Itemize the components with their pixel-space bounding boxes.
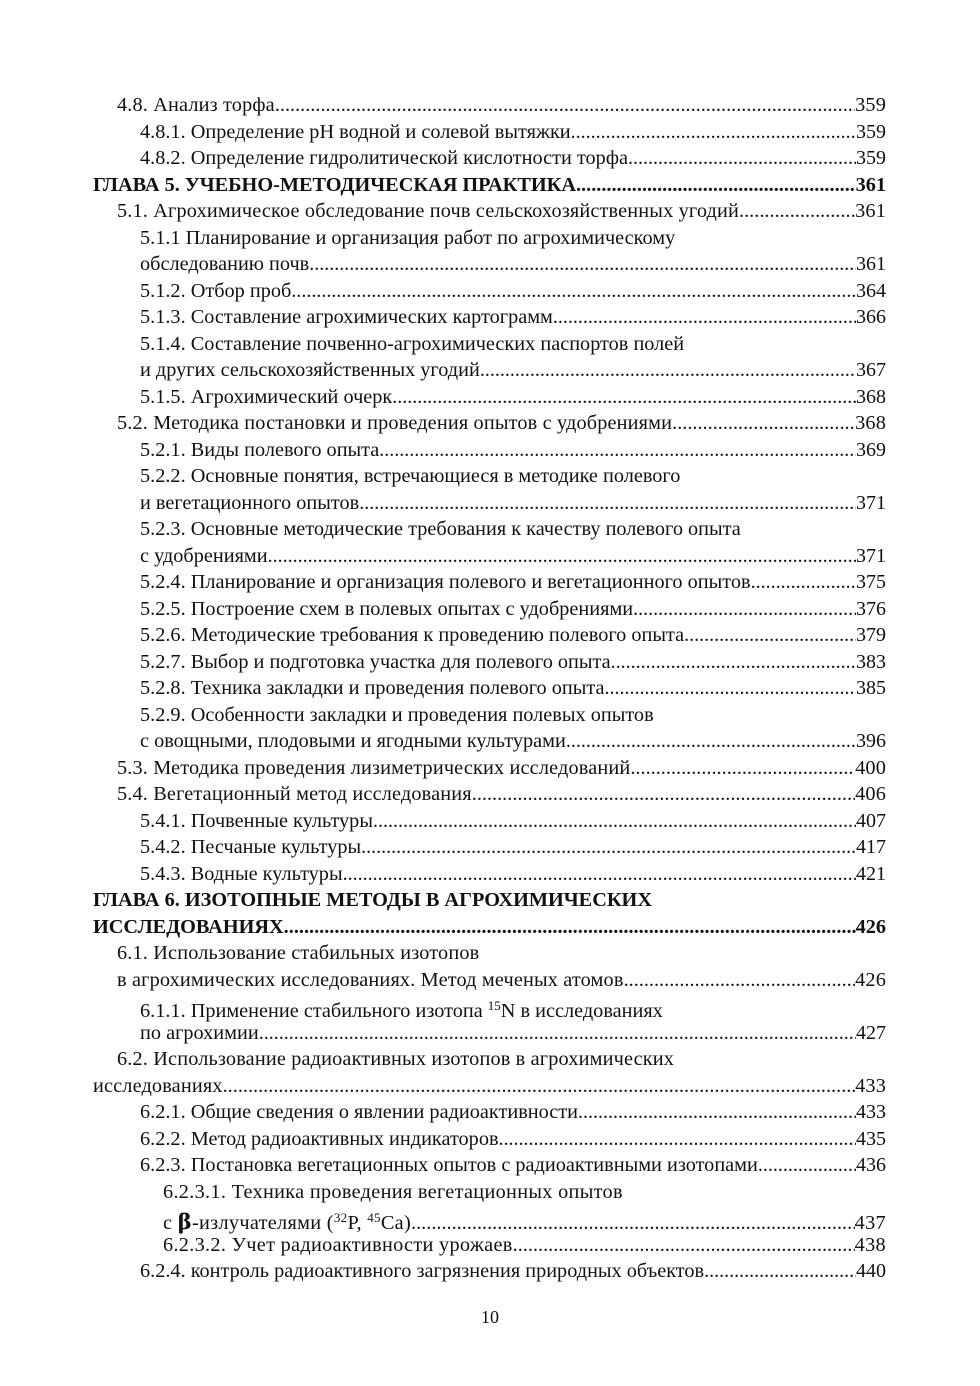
toc-entry[interactable] [93, 543, 886, 570]
title-text: Са) [380, 1212, 412, 1234]
leader-dots [566, 728, 856, 755]
toc-entry-title: с удобрениями [140, 544, 268, 567]
toc-entry-page: 385 [856, 677, 886, 699]
toc-entry-title: исследованиях [93, 1074, 223, 1097]
toc-entry-page: 396 [856, 730, 886, 752]
toc-entry[interactable] [93, 1205, 886, 1232]
leader-dots [259, 1020, 856, 1047]
toc-entry-title: ИССЛЕДОВАНИЯХ [93, 915, 284, 938]
toc-entry-line[interactable] [93, 1046, 886, 1073]
leader-dots [392, 384, 856, 411]
toc-chapter[interactable] [93, 172, 886, 199]
toc-entry[interactable] [93, 278, 886, 305]
leader-dots [633, 596, 856, 623]
toc-entry[interactable] [93, 1126, 886, 1153]
toc-entry-title: 6.2.4. контроль радиоактивного загрязнения природных объектов [140, 1260, 705, 1282]
title-text: с [163, 1212, 178, 1234]
toc-entry[interactable] [93, 251, 886, 278]
toc-entry-line[interactable] [93, 516, 886, 543]
leader-dots [624, 967, 856, 994]
leader-dots [359, 490, 856, 517]
leader-dots [309, 251, 856, 278]
toc-entry[interactable] [93, 675, 886, 702]
toc-entry-title: 6.2.3. Постановка вегетационных опытов с радиоактивными изотопами [140, 1154, 758, 1176]
toc-entry-title: 5.2.4. Планирование и организация полевого и вегетационного опытов [140, 571, 751, 593]
leader-dots [704, 1258, 856, 1285]
toc-entry-title: 5.1.3. Составление агрохимических картограмм [140, 306, 553, 328]
toc-entry-title: 5.4.2. Песчаные культуры [140, 836, 362, 858]
toc-entry[interactable] [93, 728, 886, 755]
toc-entry[interactable] [93, 755, 886, 782]
toc-entry-page: 369 [856, 438, 886, 461]
leader-dots [361, 834, 856, 861]
toc-entry[interactable] [93, 622, 886, 649]
toc-entry[interactable] [93, 834, 886, 861]
toc-entry[interactable] [93, 1152, 886, 1179]
toc-entry-line[interactable] [93, 331, 886, 358]
toc-chapter-line[interactable] [93, 887, 886, 914]
leader-dots [268, 543, 856, 570]
toc-entry[interactable] [93, 569, 886, 596]
toc-entry-line[interactable] [93, 463, 886, 490]
leader-dots [275, 92, 855, 119]
leader-dots [223, 1073, 856, 1100]
toc-entry[interactable] [93, 304, 886, 331]
toc-entry-title: 5.2.5. Построение схем в полевых опытах с удобрениями [140, 597, 634, 620]
toc-entry-title: 5.2.1. Виды полевого опыта [140, 438, 380, 461]
page-number: 10 [481, 1307, 499, 1327]
leader-dots [604, 675, 856, 702]
toc-entry-page: 368 [855, 412, 886, 434]
toc-entry-page: 359 [855, 94, 886, 116]
toc-entry-title: 5.1. Агрохимическое обследование почв сельскохозяйственных угодий [117, 200, 740, 222]
toc-entry-page: 371 [856, 491, 886, 514]
title-text: -излучателями ( [191, 1212, 334, 1234]
leader-dots [611, 649, 856, 676]
toc-entry-page: 375 [856, 571, 886, 593]
leader-dots [751, 569, 856, 596]
leader-dots [373, 808, 856, 835]
toc-entry[interactable] [93, 410, 886, 437]
toc-entry-title: по агрохимии [140, 1021, 259, 1044]
toc-entry[interactable] [93, 145, 886, 172]
toc-entry-title: ГЛАВА 6. ИЗОТОПНЫЕ МЕТОДЫ В АГРОХИМИЧЕСКИХ [93, 889, 652, 911]
leader-dots [499, 1126, 856, 1153]
toc-entry-page: 361 [855, 173, 886, 196]
toc-entry-title: 5.1.2. Отбор проб [140, 279, 292, 302]
toc-entry-title: 5.4.3. Водные культуры [140, 862, 343, 885]
toc-entry-line[interactable] [93, 225, 886, 252]
toc-entry-title: обследованию почв [140, 253, 310, 275]
toc-entry-title: и вегетационного опытов [140, 491, 360, 514]
toc-entry-page: 371 [856, 544, 886, 567]
leader-dots [472, 781, 855, 808]
toc-entry[interactable] [93, 596, 886, 623]
toc-entry-page: 407 [856, 809, 886, 832]
leader-dots [672, 410, 855, 437]
toc-entry[interactable] [93, 1020, 886, 1047]
toc-entry-page: 361 [856, 253, 886, 275]
toc-entry-title: 5.1.4. Составление почвенно-агрохимических паспортов полей [140, 332, 685, 355]
toc-entry[interactable] [93, 967, 886, 994]
toc-chapter[interactable] [93, 914, 886, 941]
leader-dots [284, 914, 856, 941]
toc-entry-page: 426 [855, 915, 886, 938]
toc-entry-title: 6.1. Использование стабильных изотопов [117, 942, 480, 964]
toc-entry-line[interactable] [93, 1179, 886, 1206]
leader-dots [343, 861, 856, 888]
toc-entry-title: 4.8. Анализ торфа [117, 94, 275, 116]
toc-entry[interactable] [93, 808, 886, 835]
toc-entry-title: 4.8.2. Определение гидролитической кислотности торфа [140, 147, 628, 169]
superscript: 45 [367, 1210, 381, 1225]
title-text: Р, [347, 1212, 368, 1234]
toc-entry[interactable] [93, 119, 886, 146]
leader-dots [513, 1232, 855, 1259]
toc-entry-title: 6.2.1. Общие сведения о явлении радиоактивности [140, 1101, 578, 1123]
toc-entry-page: 427 [856, 1021, 886, 1044]
toc-entry-page: 367 [856, 359, 886, 381]
toc-entry-page: 435 [856, 1127, 886, 1150]
leader-dots [291, 278, 856, 305]
toc-entry-title: 6.2.3.1. Техника проведения вегетационных опытов [163, 1180, 623, 1203]
toc-entry-page: 361 [855, 200, 886, 222]
toc-entry-title: 5.2.9. Особенности закладки и проведения полевых опытов [140, 703, 654, 726]
toc-entry[interactable] [93, 92, 886, 119]
leader-dots [630, 755, 855, 782]
leader-dots [578, 1099, 856, 1126]
toc-entry[interactable] [93, 861, 886, 888]
leader-dots [739, 198, 855, 225]
table-of-contents [93, 92, 886, 1285]
toc-entry-title: 5.4. Вегетационный метод исследования [117, 783, 472, 805]
superscript: 15 [487, 998, 501, 1013]
toc-entry-title: с овощными, плодовыми и ягодными культурами [140, 730, 566, 752]
toc-entry-page: 433 [856, 1101, 886, 1123]
toc-entry-page: 379 [856, 624, 886, 646]
toc-entry[interactable] [93, 490, 886, 517]
toc-entry-page: 376 [856, 597, 886, 620]
toc-entry-title: 5.2. Методика постановки и проведения опытов с удобрениями [117, 412, 673, 434]
toc-entry[interactable] [93, 1073, 886, 1100]
toc-entry-line[interactable] [93, 940, 886, 967]
toc-entry[interactable] [93, 357, 886, 384]
toc-entry-page: 368 [856, 385, 886, 408]
leader-dots [571, 119, 856, 146]
title-text: 6.1.1. Применение стабильного изотопа [140, 1000, 488, 1022]
toc-entry-page: 366 [856, 306, 886, 328]
toc-entry-title: 6.2.2. Метод радиоактивных индикаторов [140, 1127, 499, 1150]
toc-entry-page: 359 [856, 120, 886, 143]
toc-entry[interactable] [93, 649, 886, 676]
toc-entry[interactable] [93, 1258, 886, 1285]
beta-symbol: β [177, 1209, 192, 1234]
toc-entry-page: 426 [855, 968, 886, 991]
toc-entry-title: 5.2.2. Основные понятия, встречающиеся в методике полевого [140, 465, 681, 487]
toc-entry[interactable] [93, 1232, 886, 1259]
title-text: N в исследованиях [500, 1000, 663, 1022]
toc-entry-title: 5.3. Методика проведения лизиметрических исследований [117, 756, 631, 779]
toc-entry-page: 406 [855, 783, 886, 805]
toc-entry-page: 421 [856, 862, 886, 885]
leader-dots [576, 172, 856, 199]
toc-entry-title: в агрохимических исследованиях. Метод меченых атомов [117, 968, 624, 991]
toc-entry-title: 5.1.5. Агрохимический очерк [140, 385, 393, 408]
toc-entry-page: 400 [855, 756, 886, 779]
toc-entry-title: 6.2. Использование радиоактивных изотопов в агрохимических [117, 1048, 675, 1070]
leader-dots [684, 622, 856, 649]
toc-entry-title: 6.2.3.2. Учет радиоактивности урожаев [163, 1233, 513, 1256]
toc-entry-title: ГЛАВА 5. УЧЕБНО-МЕТОДИЧЕСКАЯ ПРАКТИКА [93, 173, 576, 196]
toc-entry[interactable] [93, 781, 886, 808]
toc-entry-page: 433 [855, 1074, 886, 1097]
toc-entry-title: 5.4.1. Почвенные культуры [140, 809, 373, 832]
superscript: 32 [333, 1210, 348, 1225]
toc-entry-line[interactable] [93, 993, 886, 1020]
toc-entry-page: 436 [856, 1154, 886, 1176]
leader-dots [628, 145, 856, 172]
toc-entry-page: 417 [856, 836, 886, 858]
toc-entry-title: и других сельскохозяйственных угодий [140, 359, 480, 381]
toc-entry[interactable] [93, 384, 886, 411]
toc-entry-title: 5.2.8. Техника закладки и проведения полевого опыта [140, 677, 605, 699]
toc-entry-page: 438 [854, 1233, 886, 1256]
toc-entry[interactable] [93, 437, 886, 464]
leader-dots [379, 437, 856, 464]
leader-dots [758, 1152, 856, 1179]
toc-entry-page: 359 [856, 147, 886, 169]
toc-entry-page: 437 [854, 1212, 886, 1234]
leader-dots [480, 357, 856, 384]
toc-entry-line[interactable] [93, 702, 886, 729]
toc-entry-title: 5.2.6. Методические требования к проведению полевого опыта [140, 624, 685, 646]
toc-entry-page: 383 [856, 650, 886, 673]
leader-dots [553, 304, 856, 331]
toc-entry-page: 364 [856, 279, 886, 302]
toc-entry[interactable] [93, 198, 886, 225]
toc-entry-title: 4.8.1. Определение рН водной и солевой вытяжки [140, 120, 571, 143]
toc-entry-title: 5.1.1 Планирование и организация работ по агрохимическому [140, 226, 676, 249]
toc-entry-title: 5.2.3. Основные методические требования к качеству полевого опыта [140, 518, 741, 540]
toc-entry-page: 440 [856, 1260, 886, 1282]
toc-entry[interactable] [93, 1099, 886, 1126]
toc-entry-title: 5.2.7. Выбор и подготовка участка для полевого опыта [140, 650, 611, 673]
